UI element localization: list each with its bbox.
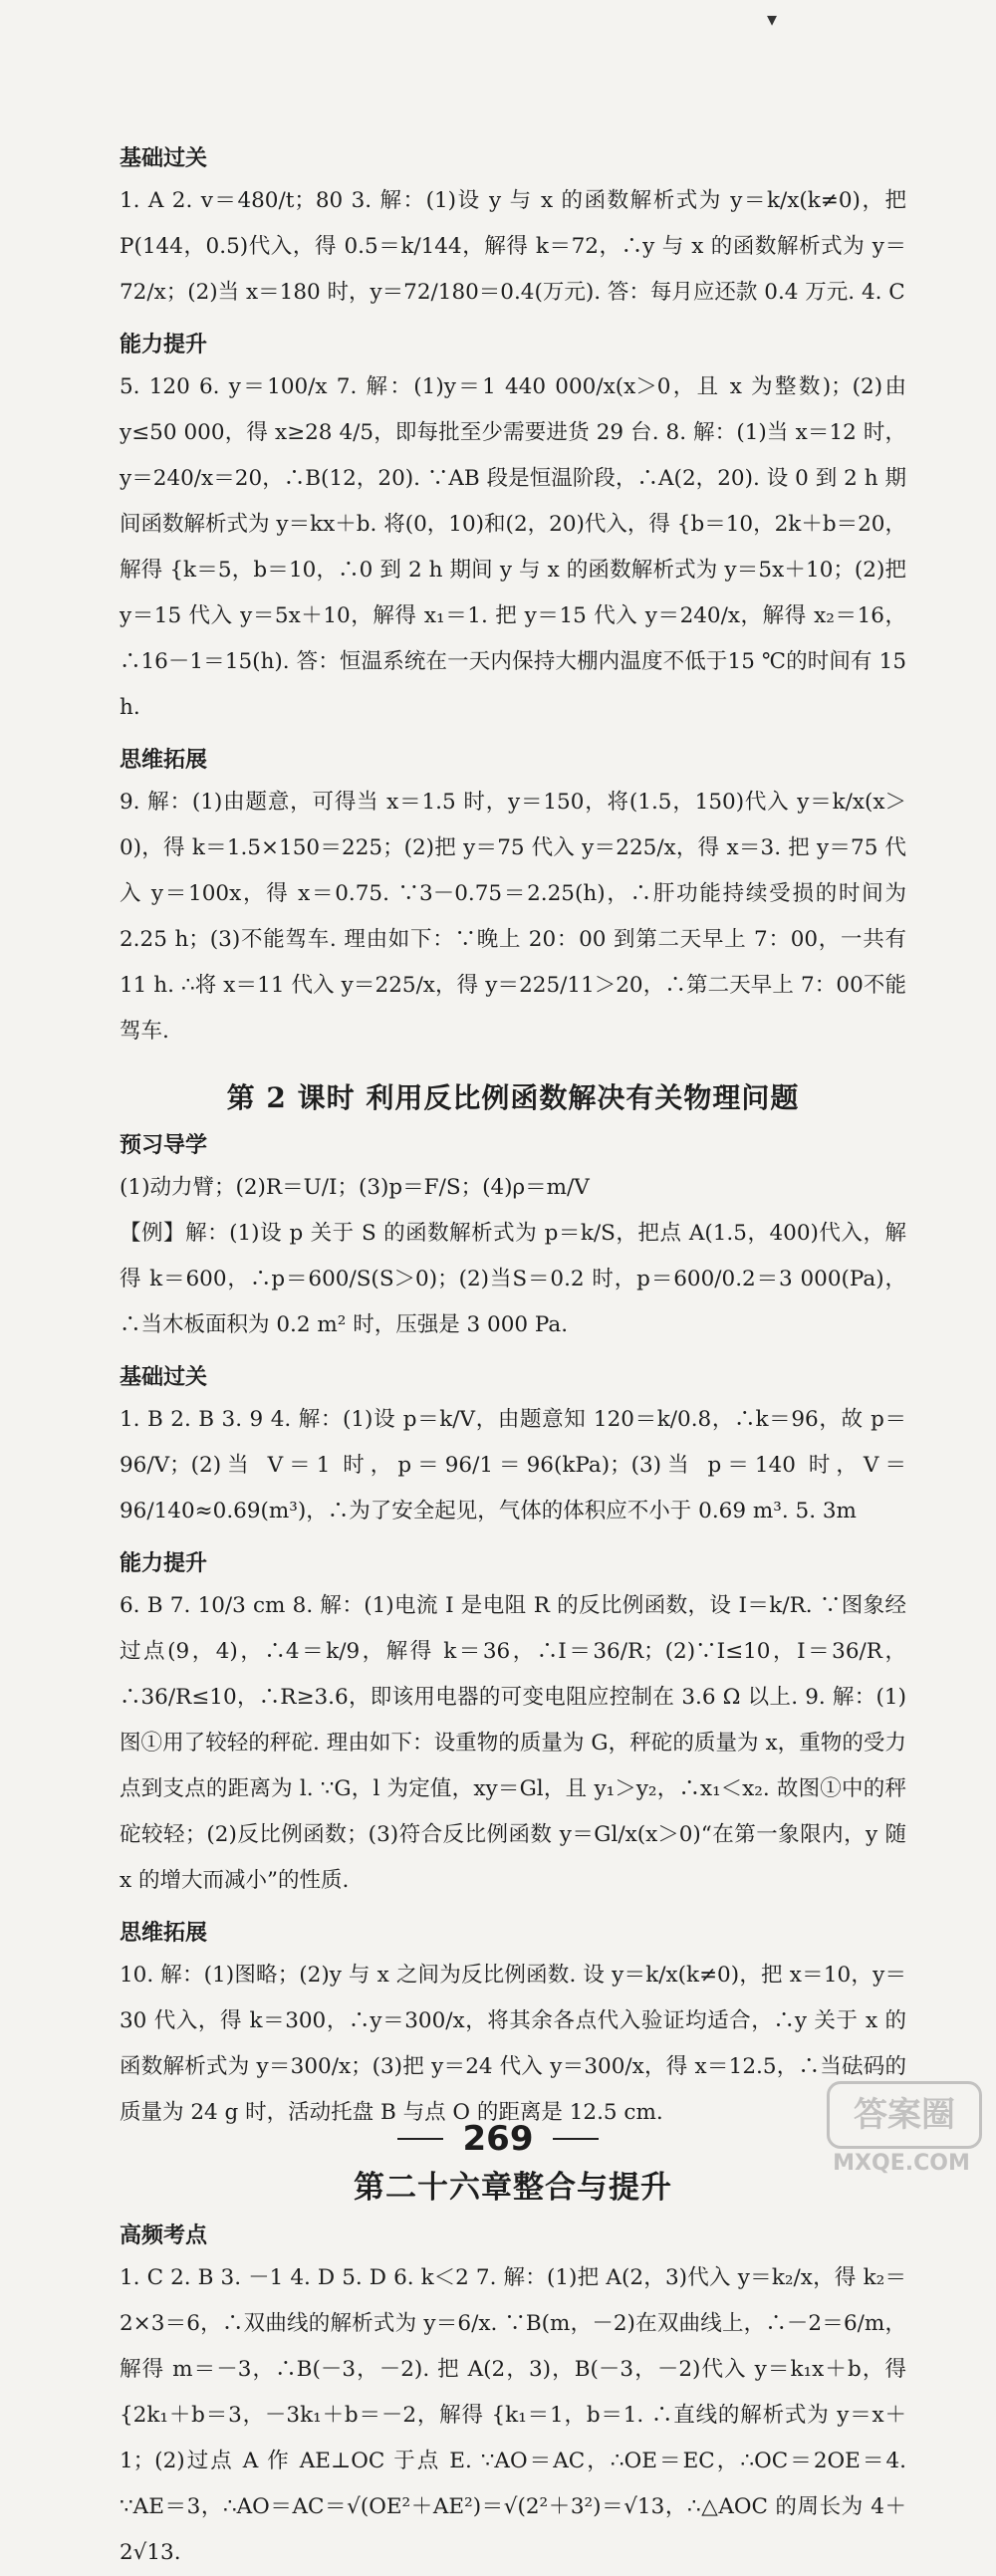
answer-paragraph: 6. B 7. 10/3 cm 8. 解：(1)电流 I 是电阻 R 的反比例函数，设 I＝k/R. ∵图象经过点(9，4)，∴4＝k/9，解得 k＝36，∴I＝36/R；(2)∵I≤10，I＝36/R，∴36/R≤10，∴R≥3.6，即该用电器的可变电阻应控制在 3.6 Ω 以上. 9. 解：(1)图①用了较轻的秤砣. 理由如下：设重物的质量为 G，秤砣的质量为 x，重物的受力点到支点的距离为 l. ∵G，l 为定值，xy＝Gl，且 y₁＞y₂，∴x₁＜x₂. 故图①中的秤砣较轻；(2)反比例函数；(3)符合反比例函数 y＝Gl/x(x＞0)“在第一象限内，y 随 x 的增大而减小”的性质. <box>120 1593 906 1893</box>
answer-paragraph: 1. C 2. B 3. －1 4. D 5. D 6. k＜2 7. 解：(1)把 A(2，3)代入 y＝k₂/x，得 k₂＝2×3＝6，∴双曲线的解析式为 y＝6/x. ∵B(m，－2)在双曲线上，∴－2＝6/m，解得 m＝－3，∴B(－3，－2). 把 A(2，3)，B(－3，－2)代入 y＝k₁x＋b，得 {2k₁＋b＝3，－3k₁＋b＝－2，解得 {k₁＝1，b＝1. ∴直线的解析式为 y＝x＋1；(2)过点 A 作 AE⊥OC 于点 E. ∵AO＝AC，∴OE＝EC，∴OC＝2OE＝4. ∵AE＝3，∴AO＝AC＝√(OE²＋AE²)＝√(2²＋3²)＝√13，∴△AOC 的周长为 4＋2√13. <box>120 2265 906 2565</box>
chapter-title: 第二十六章整合与提升 <box>354 2170 672 2206</box>
section-heading: 高频考点 <box>120 2224 208 2248</box>
answer-paragraph: 1. A 2. v＝480/t；80 3. 解：(1)设 y 与 x 的函数解析式为 y＝k/x(k≠0)，把 P(144，0.5)代入，得 0.5＝k/144，解得 k＝72，∴y 与 x 的函数解析式为 y＝72/x；(2)当 x＝180 时，y＝72/180＝0.4(万元). 答：每月应还款 0.4 万元. 4. C <box>120 188 906 305</box>
answer-paragraph: 1. B 2. B 3. 9 4. 解：(1)设 p＝k/V，由题意知 120＝k/0.8，∴k＝96，故 p＝96/V；(2)当 V＝1 时，p＝96/1＝96(kPa)；(3)当 p＝140 时，V＝96/140≈0.69(m³)，∴为了安全起见，气体的体积应不小于 0.69 m³. 5. 3m <box>120 1407 906 1523</box>
watermark-badge: 答案圈 <box>827 2081 982 2149</box>
page-number: 269 <box>462 2119 534 2159</box>
section-heading: 能力提升 <box>120 333 208 357</box>
watermark-logo <box>807 2081 986 2181</box>
section-heading: 思维拓展 <box>120 748 208 773</box>
answer-paragraph: (1)动力臂；(2)R＝U/I；(3)p＝F/S；(4)ρ＝m/V <box>120 1175 590 1200</box>
footer-dash-left <box>397 2138 443 2140</box>
section-heading: 基础过关 <box>120 146 208 171</box>
section-heading: 能力提升 <box>120 1551 208 1576</box>
answer-paragraph: 9. 解：(1)由题意，可得当 x＝1.5 时，y＝150，将(1.5，150)代入 y＝k/x(x＞0)，得 k＝1.5×150＝225；(2)把 y＝75 代入 y＝225/x，得 x＝3. 把 y＝75 代入 y＝100x，得 x＝0.75. ∵3－0.75＝2.25(h)，∴肝功能持续受损的时间为 2.25 h；(3)不能驾车. 理由如下：∵晚上 20：00 到第二天早上 7：00，一共有 11 h. ∴将 x＝11 代入 y＝225/x，得 y＝225/11＞20，∴第二天早上 7：00不能驾车. <box>120 790 906 1044</box>
answer-paragraph: 5. 120 6. y＝100/x 7. 解：(1)y＝1 440 000/x(x＞0，且 x 为整数)；(2)由 y≤50 000，得 x≥28 4/5，即每批至少需要进货 29 台. 8. 解：(1)当 x＝12 时，y＝240/x＝20，∴B(12，20). ∵AB 段是恒温阶段，∴A(2，20). 设 0 到 2 h 期间函数解析式为 y＝kx＋b. 将(0，10)和(2，20)代入，得 {b＝10，2k＋b＝20，解得 {k＝5，b＝10，∴0 到 2 h 期间 y 与 x 的函数解析式为 y＝5x＋10；(2)把 y＝15 代入 y＝5x＋10，解得 x₁＝1. 把 y＝15 代入 y＝240/x，解得 x₂＝16，∴16－1＝15(h). 答：恒温系统在一天内保持大棚内温度不低于15 ℃的时间有 15 h. <box>120 374 906 720</box>
section-heading: 预习导学 <box>120 1133 208 1158</box>
answer-paragraph: 【例】解：(1)设 p 关于 S 的函数解析式为 p＝k/S，把点 A(1.5，400)代入，解得 k＝600，∴p＝600/S(S＞0)；(2)当S＝0.2 时，p＝600/0.2＝3 000(Pa)，∴当木板面积为 0.2 m² 时，压强是 3 000 Pa. <box>120 1221 906 1337</box>
answer-paragraph: 10. 解：(1)图略；(2)y 与 x 之间为反比例函数. 设 y＝k/x(k≠0)，把 x＝10，y＝30 代入，得 k＝300，∴y＝300/x，将其余各点代入验证均适合，∴y 关于 x 的函数解析式为 y＝300/x；(3)把 y＝24 代入 y＝300/x，得 x＝12.5，∴当砝码的质量为 24 g 时，活动托盘 B 与点 O 的距离是 12.5 cm. <box>120 1963 906 2125</box>
section-heading: 思维拓展 <box>120 1921 208 1946</box>
footer-dash-right <box>553 2138 599 2140</box>
answer-content <box>120 129 906 2576</box>
section-heading: 基础过关 <box>120 1365 208 1390</box>
watermark-url: MXQE.COM <box>833 2151 970 2176</box>
lesson-title: 第 2 课时 利用反比例函数解决有关物理问题 <box>226 1081 800 1114</box>
scan-mark-icon: ▾ <box>767 7 778 31</box>
